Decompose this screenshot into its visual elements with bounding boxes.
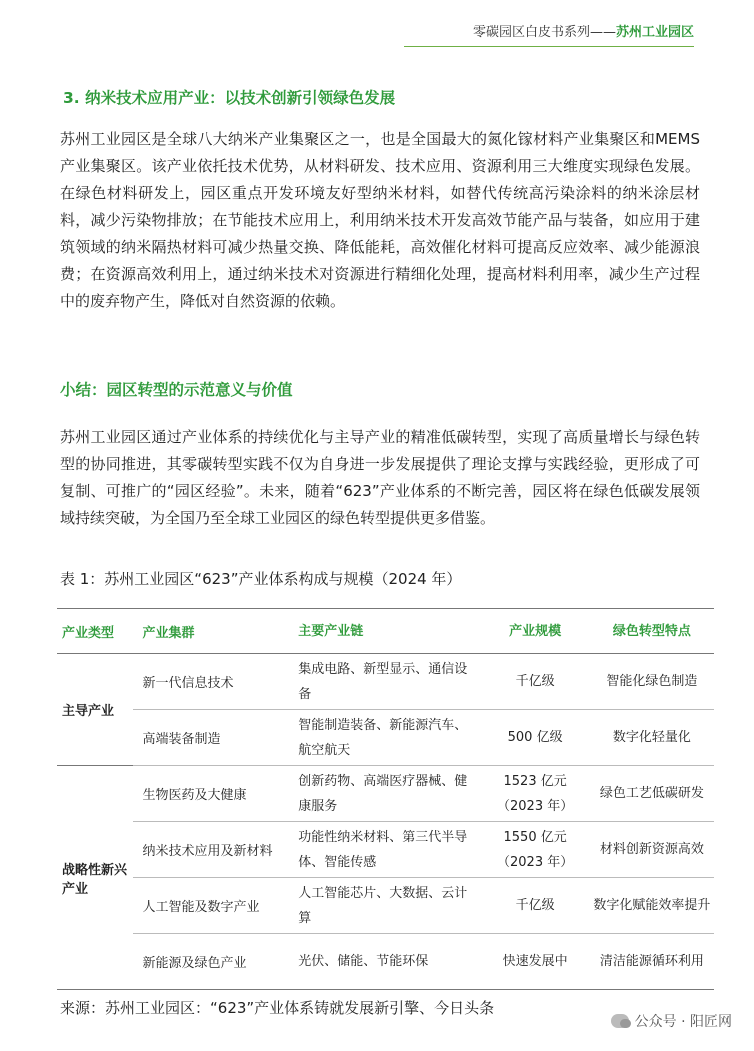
- cell-cluster: 人工智能及数字产业: [133, 878, 298, 934]
- cell-chain: 光伏、储能、节能环保: [297, 934, 480, 990]
- section3-paragraph: 苏州工业园区是全球八大纳米产业集聚区之一，也是全国最大的氮化镓材料产业集聚区和MEMS 产业集聚区。该产业依托技术优势，从材料研发、技术应用、资源利用三大维度实现绿色发展。在绿色材料研发上，园区重点开发环境友好型纳米材料，如替代传统高污染涂料的纳米涂层材料，减少污染物排放；在节能技术应用上，利用纳米技术开发高效节能产品与装备，如应用于建筑领域的纳米隔热材料可减少热量交换、降低能耗，高效催化材料可提高反应效率、减少能源浪费；在资源高效利用上，通过纳米技术对资源进行精细化处理，提高材料利用率，减少生产过程中的废弃物产生，降低对自然资源的依赖。: [60, 130, 700, 310]
- table-row: [57, 878, 714, 934]
- header-series: 零碳园区白皮书系列——: [472, 25, 616, 40]
- table-row: [57, 822, 714, 878]
- summary-paragraph: 苏州工业园区通过产业体系的持续优化与主导产业的精准低碳转型，实现了高质量增长与绿色转型的协同推进，其零碳转型实践不仅为自身进一步发展提供了理论支撑与实践经验，更形成了可复制、可推广的“园区经验”。未来，随着“623”产业体系的不断完善，园区将在绿色低碳发展领域持续突破，为全国乃至全球工业园区的绿色转型提供更多借鉴。: [60, 428, 700, 527]
- header-brand: 苏州工业园区: [615, 25, 694, 40]
- wechat-icon: [611, 1014, 629, 1028]
- cell-scale: 1523 亿元（2023 年）: [480, 766, 589, 822]
- table-caption: 表 1：苏州工业园区“623”产业体系构成与规模（2024 年）: [60, 570, 462, 588]
- source-note: 来源：苏州工业园区：“623”产业体系铸就发展新引擎、今日头条: [60, 999, 495, 1017]
- table-row: [57, 654, 714, 710]
- summary-heading: 小结：园区转型的示范意义与价值: [60, 381, 293, 399]
- cell-feature: 数字化轻量化: [590, 710, 714, 766]
- table-row: [57, 710, 714, 766]
- table-row: [57, 766, 714, 822]
- cell-feature: 数字化赋能效率提升: [590, 878, 714, 934]
- cell-scale: 快速发展中: [480, 934, 589, 990]
- header-scale: 产业规模: [509, 623, 562, 639]
- cell-feature: 清洁能源循环利用: [590, 934, 714, 990]
- group-type: 战略性新兴产业: [57, 766, 133, 990]
- cell-scale: 1550 亿元（2023 年）: [480, 822, 589, 878]
- cell-feature: 智能化绿色制造: [590, 654, 714, 710]
- group-type: 主导产业: [57, 654, 133, 766]
- header-type: 产业类型: [62, 625, 115, 641]
- cell-cluster: 高端装备制造: [133, 710, 298, 766]
- cell-cluster: 生物医药及大健康: [133, 766, 298, 822]
- header-chain: 主要产业链: [298, 623, 364, 639]
- cell-chain: 创新药物、高端医疗器械、健康服务: [297, 766, 480, 822]
- cell-chain: 人工智能芯片、大数据、云计算: [297, 878, 480, 934]
- cell-feature: 材料创新资源高效: [590, 822, 714, 878]
- table-row: [57, 934, 714, 990]
- section3-heading: 3. 纳米技术应用产业：以技术创新引领绿色发展: [63, 89, 396, 107]
- cell-scale: 千亿级: [480, 654, 589, 710]
- page-header: [404, 21, 694, 47]
- cell-chain: 智能制造装备、新能源汽车、航空航天: [297, 710, 480, 766]
- cell-cluster: 纳米技术应用及新材料: [133, 822, 298, 878]
- cell-cluster: 新一代信息技术: [133, 654, 298, 710]
- cell-scale: 千亿级: [480, 878, 589, 934]
- watermark-text: 公众号 · 阳匠网: [634, 1014, 732, 1030]
- industry-table: [57, 608, 714, 990]
- cell-cluster: 新能源及绿色产业: [133, 934, 298, 990]
- cell-chain: 功能性纳米材料、第三代半导体、智能传感: [297, 822, 480, 878]
- table-header-row: [57, 609, 714, 654]
- header-feature: 绿色转型特点: [612, 623, 691, 639]
- cell-chain: 集成电路、新型显示、通信设备: [297, 654, 480, 710]
- header-cluster: 产业集群: [142, 625, 195, 641]
- wechat-watermark: [611, 1011, 732, 1031]
- cell-feature: 绿色工艺低碳研发: [590, 766, 714, 822]
- cell-scale: 500 亿级: [480, 710, 589, 766]
